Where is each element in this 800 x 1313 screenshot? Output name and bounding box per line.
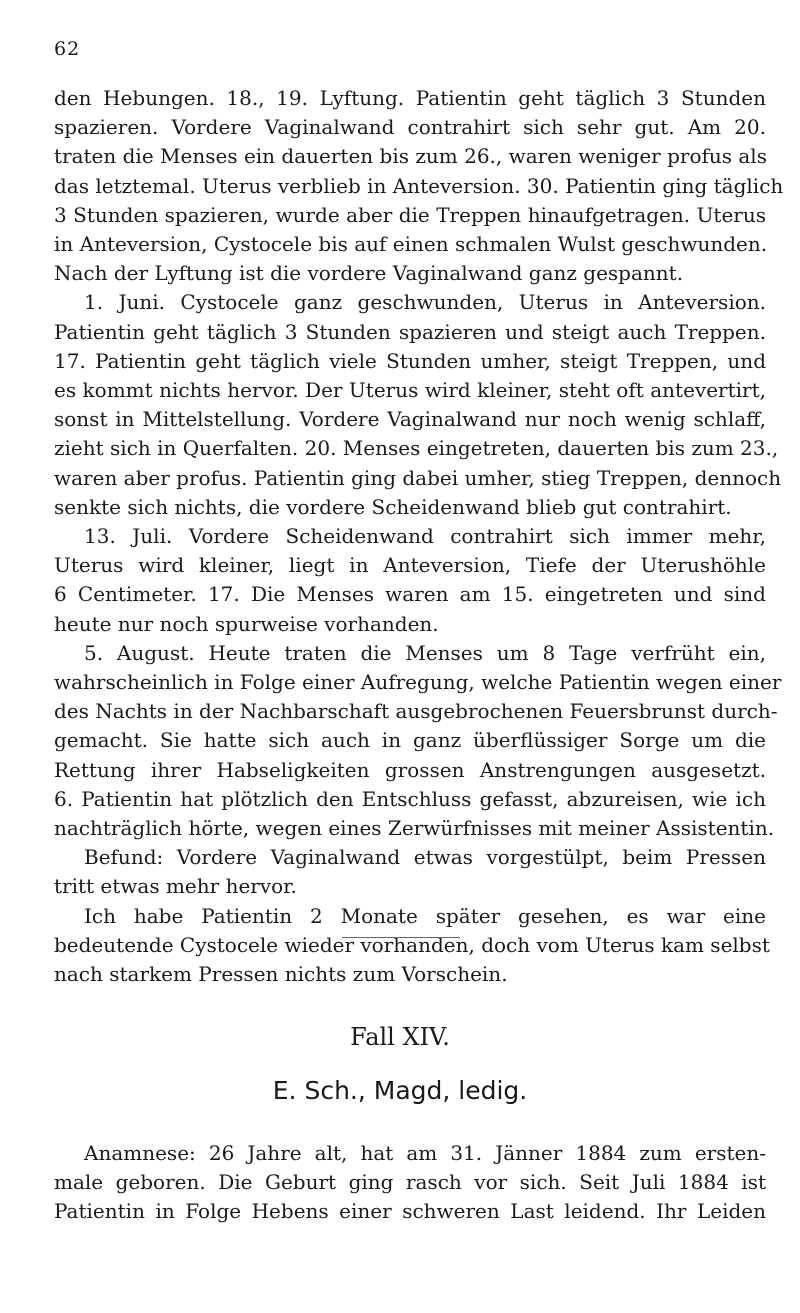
case-heading: Fall XIV. [350, 1023, 450, 1051]
text-line: 3 Stunden spazieren, wurde aber die Treppen hinaufgetragen. Uterus [54, 202, 766, 227]
text-line: den Hebungen. 18., 19. Lyftung. Patientin geht täglich 3 Stunden [54, 86, 766, 110]
text-line: Patientin geht täglich 3 Stunden spazieren und steigt auch Treppen. [54, 319, 766, 344]
text-line: Rettung ihrer Habseligkeiten grossen Anstrengungen ausgesetzt. [54, 757, 766, 782]
text-line: 5. August. Heute traten die Menses um 8 Tage verfrüht ein, [84, 640, 766, 665]
text-line: nach starkem Pressen nichts zum Vorschein. [54, 962, 508, 987]
text-line: waren aber profus. Patientin ging dabei umher, stieg Treppen, dennoch [54, 465, 782, 490]
text-line: 17. Patientin geht täglich viele Stunden umher, steigt Treppen, und [54, 348, 766, 373]
body-text-anamnesis [54, 1139, 766, 1227]
text-line: Uterus wird kleiner, liegt in Anteversion, Tiefe der Uterushöhle [54, 553, 766, 578]
text-line: 6 Centimeter. 17. Die Menses waren am 15. eingetreten und sind [54, 582, 766, 607]
section-separator [342, 937, 460, 938]
text-line: tritt etwas mehr hervor. [54, 874, 297, 899]
page-number: 62 [54, 38, 81, 60]
text-line: traten die Menses ein dauerten bis zum 26., waren weniger profus als [54, 144, 767, 169]
text-line: Nach der Lyftung ist die vordere Vaginalwand ganz gespannt. [54, 261, 684, 286]
text-line: es kommt nichts hervor. Der Uterus wird kleiner, steht oft antevertirt, [54, 378, 766, 403]
text-line: 13. Juli. Vordere Scheidenwand contrahirt sich immer mehr, [84, 524, 766, 549]
text-line: gemacht. Sie hatte sich auch in ganz überflüssiger Sorge um die [54, 728, 766, 753]
text-line: 1. Juni. Cystocele ganz geschwunden, Uterus in Anteversion. [84, 290, 766, 315]
text-line: Befund: Vordere Vaginalwand etwas vorgestülpt, beim Pressen [84, 845, 766, 870]
text-line: senkte sich nichts, die vordere Scheidenwand blieb gut contrahirt. [54, 494, 732, 519]
text-line: das letztemal. Uterus verblieb in Anteversion. 30. Patientin ging täglich [54, 173, 784, 198]
text-line: Patientin in Folge Hebens einer schweren Last leidend. Ihr Leiden [54, 1199, 766, 1224]
text-line: nachträglich hörte, wegen eines Zerwürfnisses mit meiner Assistentin. [54, 816, 775, 841]
text-line: Ich habe Patientin 2 Monate später gesehen, es war eine [84, 903, 766, 928]
text-line: bedeutende Cystocele wieder vorhanden, doch vom Uterus kam selbst [54, 932, 770, 957]
text-line: sonst in Mittelstellung. Vordere Vaginalwand nur noch wenig schlaff, [54, 407, 766, 432]
text-line: male geboren. Die Geburt ging rasch vor sich. Seit Juli 1884 ist [54, 1170, 766, 1195]
text-line: wahrscheinlich in Folge einer Aufregung, welche Patientin wegen einer [54, 670, 782, 695]
body-text-upper [54, 84, 784, 989]
text-line: zieht sich in Querfalten. 20. Menses eingetreten, dauerten bis zum 23., [54, 436, 779, 461]
text-line: in Anteversion, Cystocele bis auf einen schmalen Wulst geschwunden. [54, 232, 768, 257]
text-line: 6. Patientin hat plötzlich den Entschluss gefasst, abzureisen, wie ich [54, 786, 766, 811]
text-line: des Nachts in der Nachbarschaft ausgebrochenen Feuersbrunst durch- [54, 699, 778, 724]
case-subheading: E. Sch., Magd, ledig. [272, 1076, 528, 1105]
text-line: Anamnese: 26 Jahre alt, hat am 31. Jänner 1884 zum ersten- [84, 1141, 766, 1165]
text-line: spazieren. Vordere Vaginalwand contrahirt sich sehr gut. Am 20. [54, 115, 766, 140]
text-line: heute nur noch spurweise vorhanden. [54, 611, 439, 636]
